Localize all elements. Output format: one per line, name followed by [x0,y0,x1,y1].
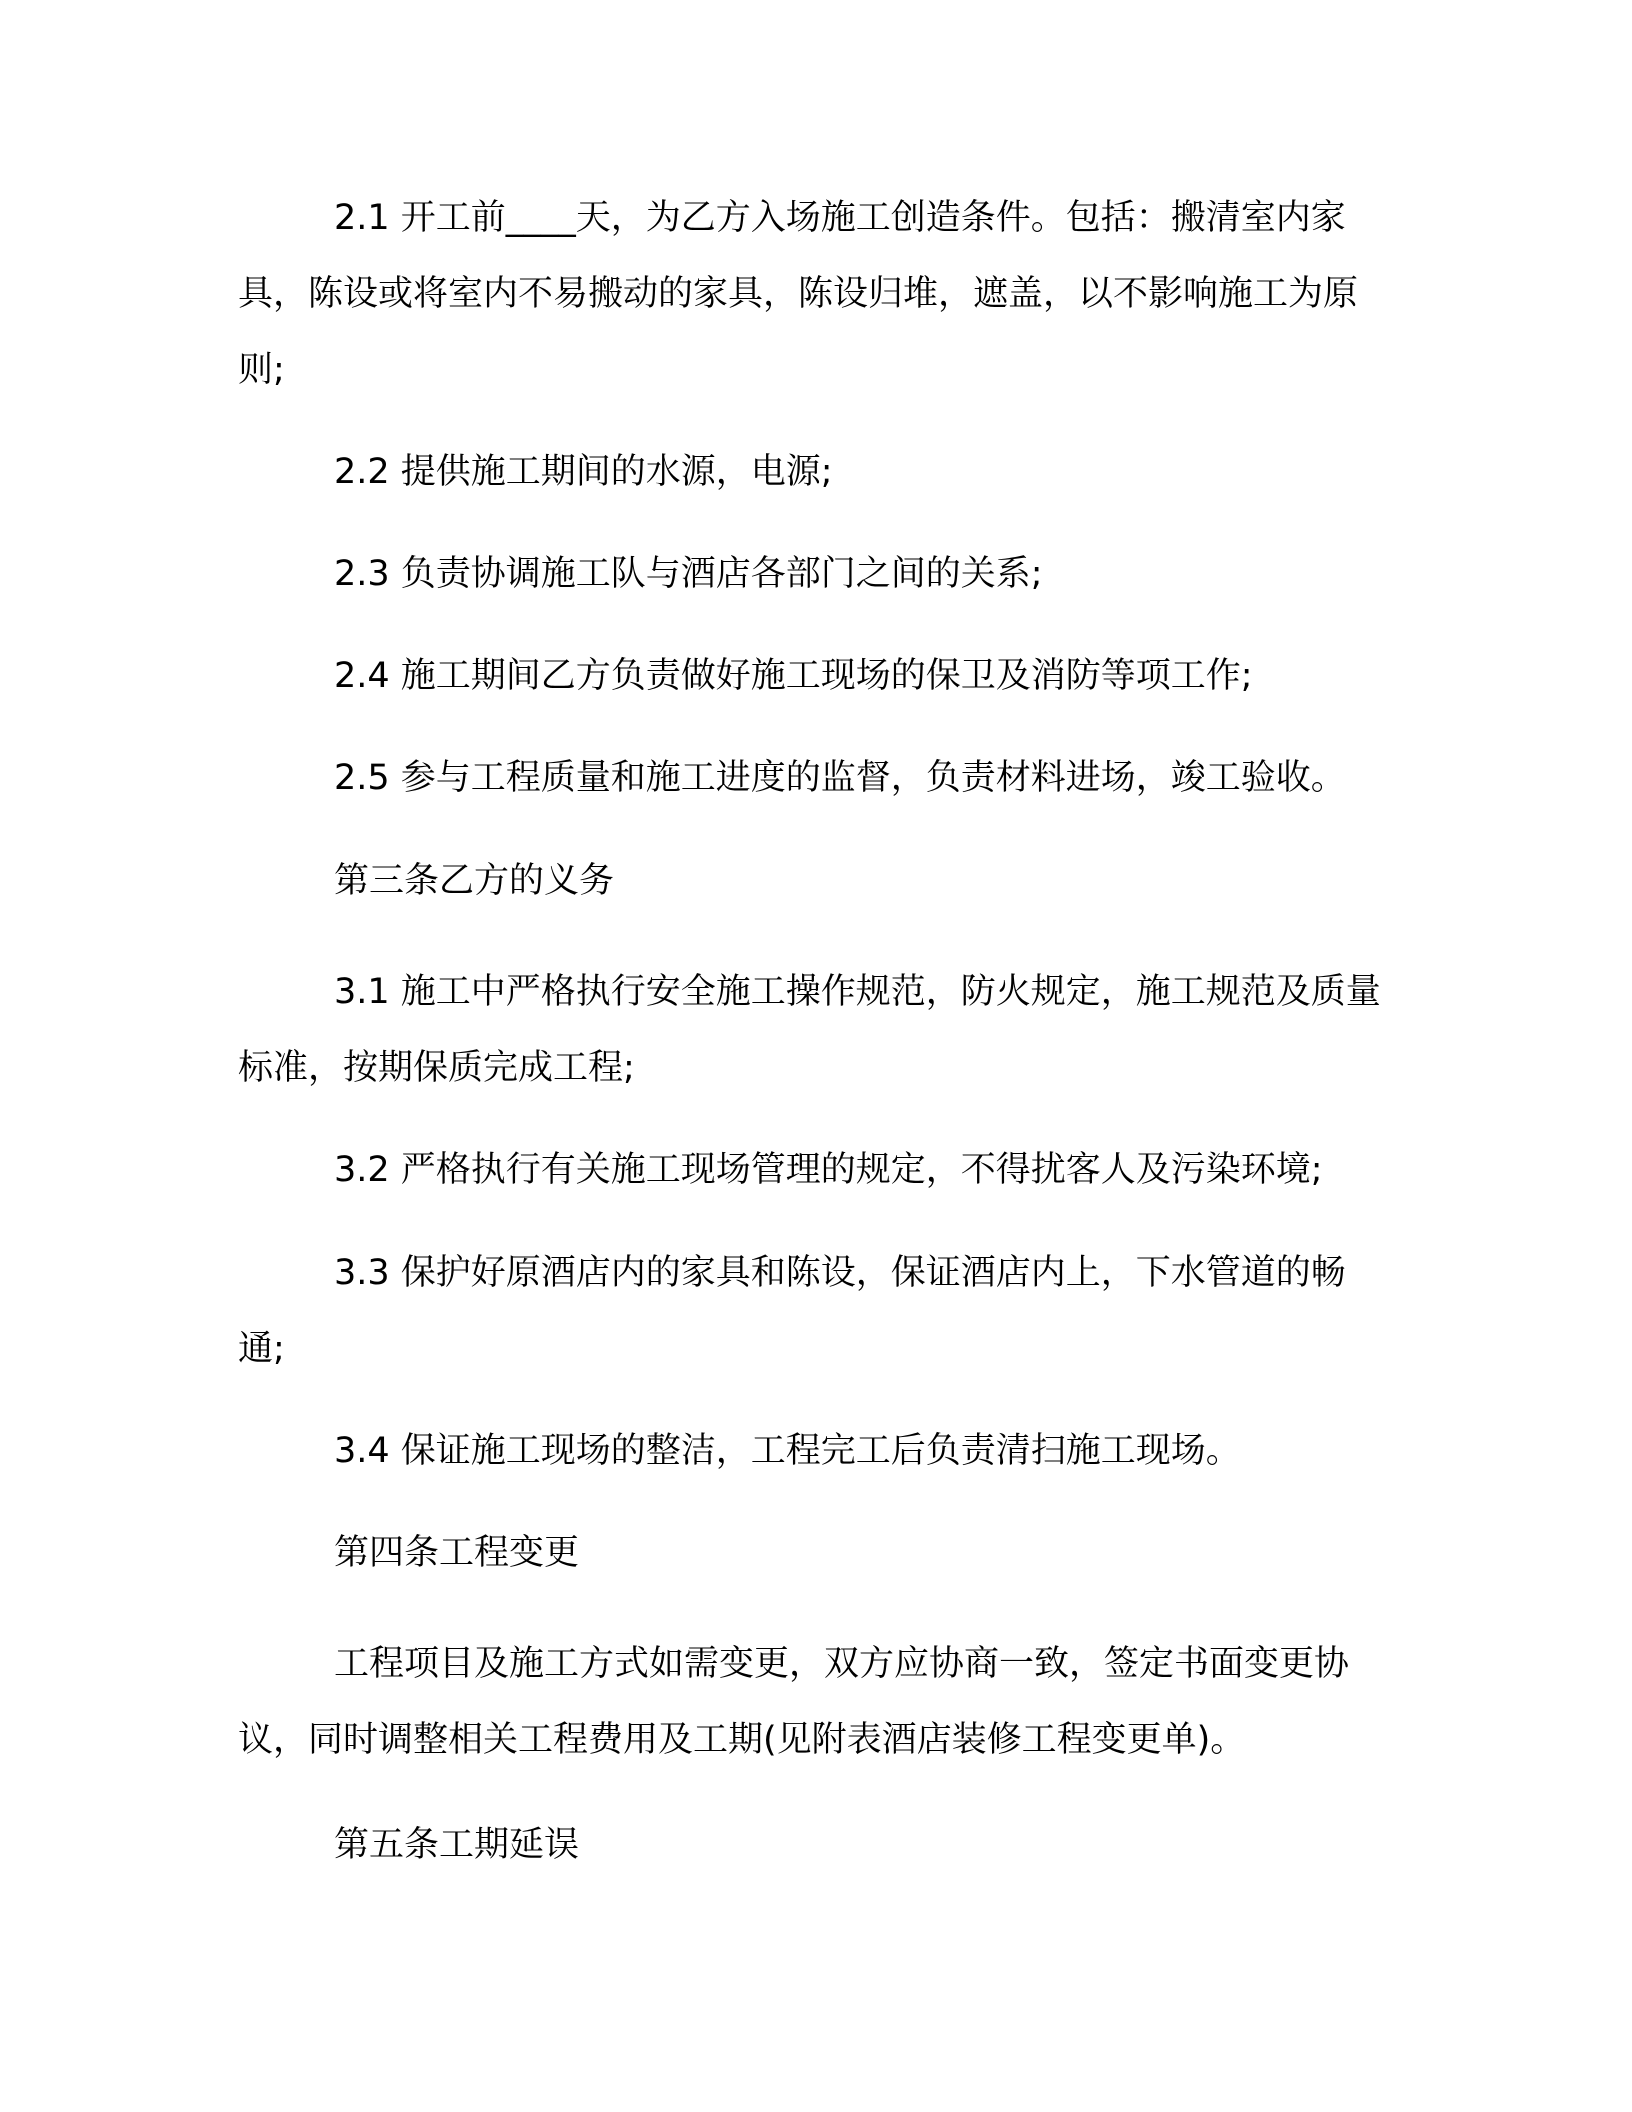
paragraph-4-body: 工程项目及施工方式如需变更，双方应协商一致，签定书面变更协议，同时调整相关工程费用及工期(见附表酒店装修工程变更单)。 [238,1644,1350,1760]
paragraph-3-3: 3.3 保护好原酒店内的家具和陈设，保证酒店内上，下水管道的畅通; [238,1253,1346,1369]
section-heading-5: 第五条工期延误 [334,1825,580,1865]
section-heading-3: 第三条乙方的义务 [334,861,615,901]
paragraph-2-5: 2.5 参与工程质量和施工进度的监督，负责材料进场，竣工验收。 [334,758,1346,798]
paragraph-2-2: 2.2 提供施工期间的水源，电源; [334,452,833,492]
section-heading-4: 第四条工程变更 [334,1533,580,1573]
paragraph-3-2: 3.2 严格执行有关施工现场管理的规定，不得扰客人及污染环境; [334,1150,1323,1190]
paragraph-2-4: 2.4 施工期间乙方负责做好施工现场的保卫及消防等项工作; [334,656,1253,696]
paragraph-2-1: 2.1 开工前____天，为乙方入场施工创造条件。包括：搬清室内家具，陈设或将室内不易搬动的家具，陈设归堆，遮盖，以不影响施工为原则; [238,198,1359,390]
paragraph-2-3: 2.3 负责协调施工队与酒店各部门之间的关系; [334,554,1043,594]
paragraph-3-4: 3.4 保证施工现场的整洁，工程完工后负责清扫施工现场。 [334,1431,1241,1471]
paragraph-3-1: 3.1 施工中严格执行安全施工操作规范，防火规定，施工规范及质量标准，按期保质完成工程; [238,972,1381,1088]
